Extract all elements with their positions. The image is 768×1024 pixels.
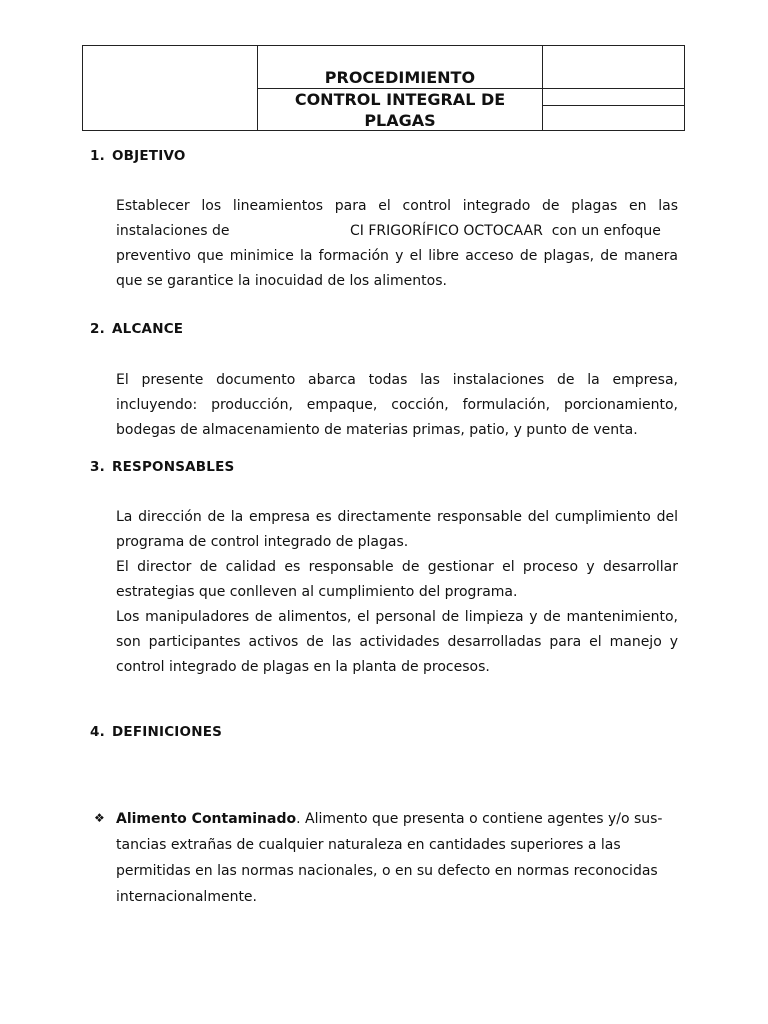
text-line: Los manipuladores de alimentos, el personal de limpieza y de mantenimiento, bbox=[116, 609, 678, 625]
objetivo-paragraph bbox=[116, 194, 678, 294]
text-line: El presente documento abarca todas las instalaciones de la empresa, bbox=[116, 372, 678, 388]
text-line: internacionalmente. bbox=[116, 889, 257, 905]
definition-item bbox=[116, 806, 661, 910]
definition-term: Alimento Contaminado bbox=[116, 811, 297, 827]
section-heading-objetivo bbox=[90, 148, 186, 164]
definition-first-line bbox=[116, 806, 661, 832]
section-number: 4. bbox=[90, 724, 105, 740]
section-heading-definiciones bbox=[90, 724, 222, 740]
alcance-paragraph bbox=[116, 368, 678, 443]
meta-divider bbox=[542, 105, 685, 106]
title-line-2: CONTROL INTEGRAL DE bbox=[294, 90, 506, 109]
text-line: La dirección de la empresa es directamente responsable del cumplimiento del bbox=[116, 509, 678, 525]
logo-cell bbox=[83, 46, 258, 131]
company-name: CI FRIGORÍFICO OCTOCAAR con un enfoque bbox=[350, 223, 661, 239]
text-fragment: . Alimento que presenta o contiene agentes y/o sus- bbox=[296, 811, 663, 827]
text-line: incluyendo: producción, empaque, cocción, formulación, porcionamiento, bbox=[116, 397, 678, 413]
section-number: 2. bbox=[90, 321, 105, 337]
text-line: bodegas de almacenamiento de materias primas, patio, y punto de venta. bbox=[116, 422, 638, 438]
section-title: OBJETIVO bbox=[112, 148, 186, 164]
text-line: Establecer los lineamientos para el control integrado de plagas en las bbox=[116, 198, 678, 214]
text-line: permitidas en las normas nacionales, o en su defecto en normas reconocidas bbox=[116, 863, 658, 879]
text-line: que se garantice la inocuidad de los alimentos. bbox=[116, 273, 447, 289]
text-fragment: instalaciones de bbox=[116, 223, 230, 239]
title-line-1: PROCEDIMIENTO bbox=[324, 68, 476, 87]
section-title: DEFINICIONES bbox=[112, 724, 223, 740]
text-line: tancias extrañas de cualquier naturaleza en cantidades superiores a las bbox=[116, 837, 621, 853]
text-line bbox=[116, 219, 678, 244]
section-heading-responsables bbox=[90, 459, 234, 475]
text-line: estrategias que conlleven al cumplimiento del programa. bbox=[116, 584, 518, 600]
text-line: control integrado de plagas en la planta de procesos. bbox=[116, 659, 490, 675]
section-title: ALCANCE bbox=[112, 321, 184, 337]
section-number: 3. bbox=[90, 459, 105, 475]
title-line-3: PLAGAS bbox=[364, 111, 436, 130]
responsables-paragraph bbox=[116, 505, 678, 680]
text-line: El director de calidad es responsable de gestionar el proceso y desarrollar bbox=[116, 559, 678, 575]
text-line: programa de control integrado de plagas. bbox=[116, 534, 409, 550]
text-line: son participantes activos de las actividades desarrolladas para el manejo y bbox=[116, 634, 678, 650]
section-number: 1. bbox=[90, 148, 105, 164]
text-line: preventivo que minimice la formación y el libre acceso de plagas, de manera bbox=[116, 248, 678, 264]
section-heading-alcance bbox=[90, 321, 183, 337]
diamond-bullet-icon: ❖ bbox=[94, 811, 105, 825]
section-title: RESPONSABLES bbox=[112, 459, 235, 475]
